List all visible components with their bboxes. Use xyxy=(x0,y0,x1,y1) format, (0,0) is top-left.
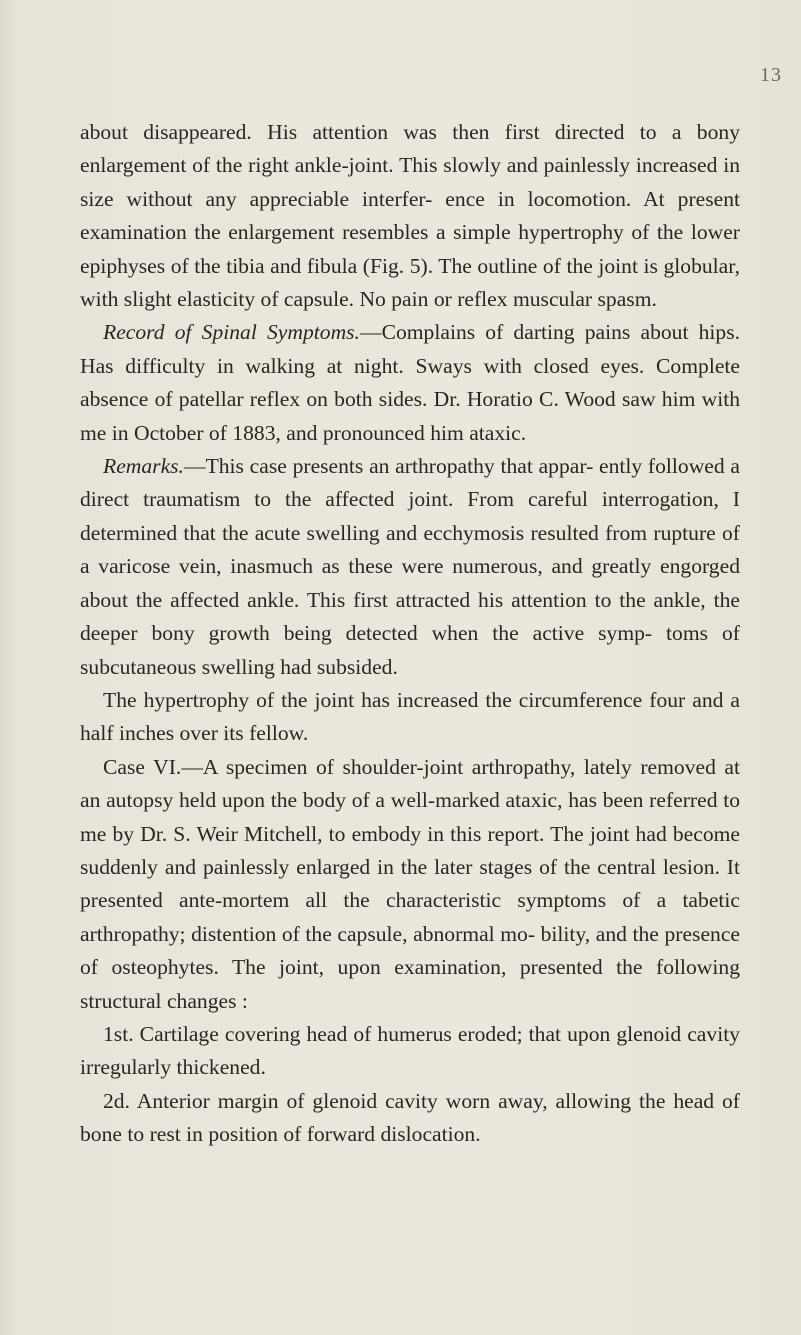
paragraph-4-text: The hypertrophy of the joint has increased the circumference four and a half inches over its fellow. xyxy=(80,687,740,746)
paragraph-6-text: 1st. Cartilage covering head of humerus eroded; that upon glenoid cavity irregularly thickened. xyxy=(80,1021,740,1080)
paragraph-5 xyxy=(80,751,740,1018)
body-text xyxy=(80,116,740,1152)
paragraph-1-text: about disappeared. His attention was then first directed to a bony enlargement of the right ankle-joint. This slowly and painlessly increased in size without any appreciable interfer- ence in locomotion. At present examination the enlargement resembles a simple hypertrophy of the lower epiphyses of the tibia and fibula (Fig. 5). The outline of the joint is globular, with slight elasticity of capsule. No pain or reflex muscular spasm. xyxy=(80,120,740,312)
remarks-heading: Remarks. xyxy=(103,454,184,479)
paragraph-5-text: Case VI.—A specimen of shoulder-joint arthropathy, lately removed at an autopsy held upon the body of a well-marked ataxic, has been referred to me by Dr. S. Weir Mitchell, to embody in this report. The joint had become suddenly and painlessly enlarged in the later stages of the central lesion. It presented ante-mortem all the characteristic symptoms of a tabetic arthropathy; distention of the capsule, abnormal mo- bility, and the presence of osteophytes. The joint, upon examination, presented the following structural changes : xyxy=(80,754,740,1013)
paragraph-1 xyxy=(80,116,740,316)
paragraph-7-text: 2d. Anterior margin of glenoid cavity worn away, allowing the head of bone to rest in position of forward dislocation. xyxy=(80,1088,740,1147)
page-number: 13 xyxy=(760,64,782,86)
paragraph-3-text: —This case presents an arthropathy that appar- ently followed a direct traumatism to the affected joint. From careful interrogation, I determined that the acute swelling and ecchymosis resulted from rupture of a varicose vein, inasmuch as these were numerous, and greatly engorged about the affected ankle. This first attracted his attention to the ankle, the deeper bony growth being detected when the active symp- toms of subcutaneous swelling had subsided. xyxy=(80,454,740,679)
paragraph-4 xyxy=(80,684,740,751)
paragraph-7 xyxy=(80,1085,740,1152)
paragraph-6 xyxy=(80,1018,740,1085)
paragraph-3 xyxy=(80,450,740,684)
spinal-symptoms-heading: Record of Spinal Symptoms. xyxy=(103,320,360,345)
paragraph-2 xyxy=(80,316,740,450)
paragraph-2-text: —Complains of darting pains about hips. Has difficulty in walking at night. Sways with closed eyes. Complete absence of patellar reflex on both sides. Dr. Horatio C. Wood saw him with me in October of 1883, and pronounced him ataxic. xyxy=(80,320,741,445)
